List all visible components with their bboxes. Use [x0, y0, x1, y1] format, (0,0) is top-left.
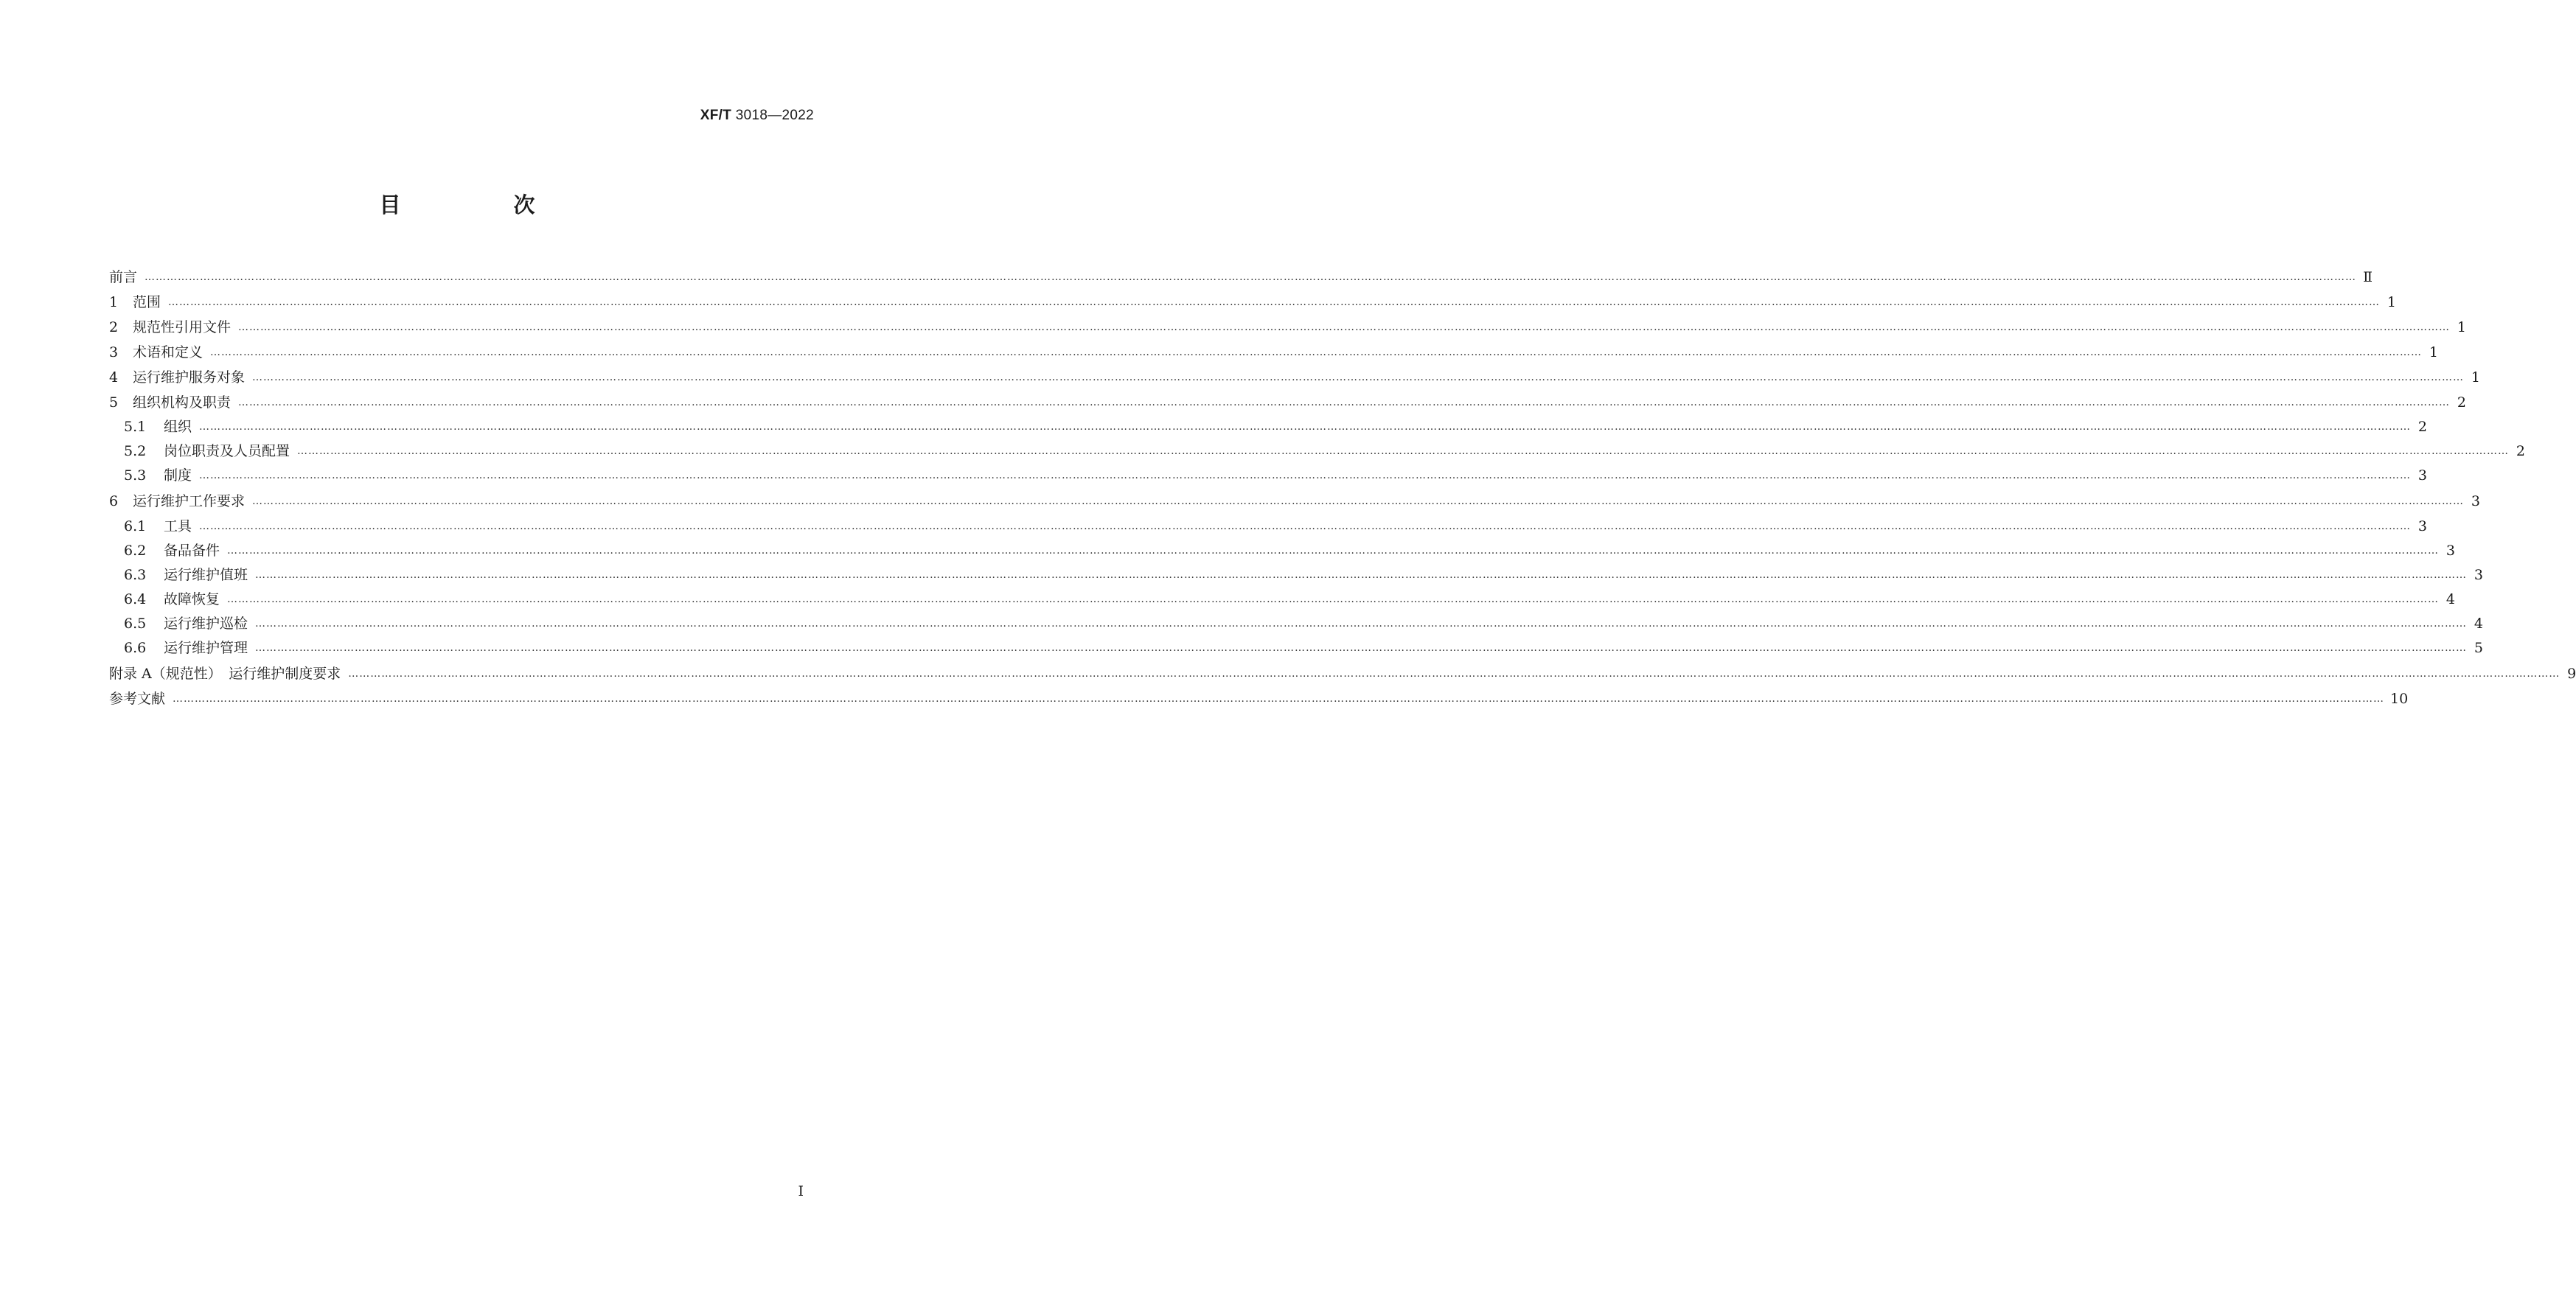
toc-leader-dots: …………………………………………………………………………………………………………………………………………………………………………………………………………………………………………………………………………………………………………………………………………………………………………………………………………………………………………………………………………………………………………………………………………………… [227, 593, 2440, 605]
toc-entry-page: 3 [2446, 543, 2456, 559]
toc-entry-page: 1 [2471, 369, 2481, 386]
toc-entry-label: 6 运行维护工作要求 [109, 493, 246, 509]
toc-leader-dots: …………………………………………………………………………………………………………………………………………………………………………………………………………………………………………………………………………………………………………………………………………………………………………………………………………………………………………………………………………………………………………………………………………………… [238, 321, 2451, 333]
toc-entry-bibliography[interactable] [109, 686, 2409, 708]
toc-leader-dots: …………………………………………………………………………………………………………………………………………………………………………………………………………………………………………………………………………………………………………………………………………………………………………………………………………………………………………………………………………………………………………………………………………………… [199, 470, 2412, 481]
standard-code-prefix: XF/T [700, 108, 732, 123]
toc-entry-label: 6.1 工具 [124, 518, 192, 534]
toc-entry-2[interactable] [109, 314, 2467, 336]
toc-entry-page: 3 [2417, 467, 2428, 484]
toc-entry-label: 6.2 备品备件 [124, 543, 220, 559]
toc-leader-dots: …………………………………………………………………………………………………………………………………………………………………………………………………………………………………………………………………………………………………………………………………………………………………………………………………………………………………………………………………………………………………………………………………………………… [252, 372, 2465, 383]
toc-entry-page: 3 [2417, 518, 2428, 534]
toc-entry-label: 4 运行维护服务对象 [109, 369, 246, 386]
toc-entry-page: 10 [2390, 691, 2409, 707]
toc-entry-label: 2 规范性引用文件 [109, 319, 232, 335]
toc-entry-page: Ⅱ [2363, 269, 2373, 285]
toc-entry-1[interactable] [109, 289, 2397, 311]
toc-entry-6-3[interactable] [124, 562, 2484, 584]
toc-leader-dots: …………………………………………………………………………………………………………………………………………………………………………………………………………………………………………………………………………………………………………………………………………………………………………………………………………………………………………………………………………………………………………………………………………………… [297, 445, 2510, 457]
toc-entry-label: 前言 [109, 269, 138, 285]
toc-entry-appendix-a[interactable] [109, 661, 2576, 683]
toc-entry-5-2[interactable] [124, 438, 2526, 460]
toc-leader-dots: …………………………………………………………………………………………………………………………………………………………………………………………………………………………………………………………………………………………………………………………………………………………………………………………………………………………………………………………………………………………………………………………………………………… [145, 271, 2357, 283]
toc-leader-dots: …………………………………………………………………………………………………………………………………………………………………………………………………………………………………………………………………………………………………………………………………………………………………………………………………………………………………………………………………………………………………………………………………………………… [227, 545, 2440, 557]
toc-entry-6-2[interactable] [124, 537, 2456, 560]
toc-leader-dots: …………………………………………………………………………………………………………………………………………………………………………………………………………………………………………………………………………………………………………………………………………………………………………………………………………………………………………………………………………………………………………………………………………………… [238, 397, 2451, 408]
toc-leader-dots: …………………………………………………………………………………………………………………………………………………………………………………………………………………………………………………………………………………………………………………………………………………………………………………………………………………………………………………………………………………………………………………………………………………… [348, 668, 2561, 680]
toc-entry-page: 1 [2387, 294, 2397, 310]
toc-entry-3[interactable] [109, 339, 2439, 361]
toc-leader-dots: …………………………………………………………………………………………………………………………………………………………………………………………………………………………………………………………………………………………………………………………………………………………………………………………………………………………………………………………………………………………………………………………………………………… [210, 346, 2423, 358]
toc-entry-5-1[interactable] [124, 414, 2428, 436]
toc-entry-6-5[interactable] [124, 610, 2484, 632]
toc-entry-label: 3 术语和定义 [109, 344, 203, 360]
toc-entry-label: 6.3 运行维护值班 [124, 567, 248, 583]
toc-entry-page: 4 [2446, 591, 2456, 607]
toc-leader-dots: …………………………………………………………………………………………………………………………………………………………………………………………………………………………………………………………………………………………………………………………………………………………………………………………………………………………………………………………………………………………………………………………………………………… [199, 520, 2412, 532]
toc-entry-page: 1 [2457, 319, 2467, 335]
toc-entry-page: 4 [2474, 616, 2484, 632]
toc-entry-6-1[interactable] [124, 513, 2428, 535]
toc-entry-page: 9 [2567, 666, 2576, 682]
standard-code-number: 3018—2022 [735, 108, 814, 123]
toc-entry-label: 5.1 组织 [124, 419, 192, 435]
toc-entry-page: 2 [2516, 443, 2526, 459]
toc-entry-4[interactable] [109, 364, 2481, 386]
toc-entry-label: 6.6 运行维护管理 [124, 640, 248, 656]
page-title: 目 次 [379, 192, 581, 217]
toc-entry-label: 5.3 制度 [124, 467, 192, 484]
toc-entry-label: 附录 A（规范性） 运行维护制度要求 [109, 666, 341, 682]
toc-leader-dots: …………………………………………………………………………………………………………………………………………………………………………………………………………………………………………………………………………………………………………………………………………………………………………………………………………………………………………………………………………………………………………………………………………………… [173, 693, 2385, 705]
toc-leader-dots: …………………………………………………………………………………………………………………………………………………………………………………………………………………………………………………………………………………………………………………………………………………………………………………………………………………………………………………………………………………………………………………………………………………… [255, 642, 2468, 654]
toc-leader-dots: …………………………………………………………………………………………………………………………………………………………………………………………………………………………………………………………………………………………………………………………………………………………………………………………………………………………………………………………………………………………………………………………………………………… [199, 421, 2412, 433]
standard-code [700, 108, 814, 124]
toc-entry-page: 2 [2457, 394, 2467, 411]
page-number: I [798, 1183, 804, 1199]
toc-entry-6-6[interactable] [124, 635, 2484, 657]
toc-entry-5-3[interactable] [124, 462, 2428, 484]
toc-entry-6-4[interactable] [124, 586, 2456, 608]
toc-entry-label: 5.2 岗位职责及人员配置 [124, 443, 290, 459]
toc-entry-5[interactable] [109, 389, 2467, 411]
toc-entry-page: 3 [2474, 567, 2484, 583]
toc-entry-label: 1 范围 [109, 294, 161, 310]
toc-entry-label: 6.5 运行维护巡检 [124, 616, 248, 632]
toc-entry-foreword[interactable] [109, 264, 2373, 286]
toc-entry-label: 6.4 故障恢复 [124, 591, 220, 607]
toc-entry-label: 参考文献 [109, 691, 166, 707]
toc-leader-dots: …………………………………………………………………………………………………………………………………………………………………………………………………………………………………………………………………………………………………………………………………………………………………………………………………………………………………………………………………………………………………………………………………………………… [252, 495, 2465, 507]
toc-entry-page: 2 [2417, 419, 2428, 435]
toc-leader-dots: …………………………………………………………………………………………………………………………………………………………………………………………………………………………………………………………………………………………………………………………………………………………………………………………………………………………………………………………………………………………………………………………………………………… [255, 569, 2468, 581]
toc-entry-page: 3 [2471, 493, 2481, 509]
toc-entry-label: 5 组织机构及职责 [109, 394, 232, 411]
toc-leader-dots: …………………………………………………………………………………………………………………………………………………………………………………………………………………………………………………………………………………………………………………………………………………………………………………………………………………………………………………………………………………………………………………………………………………… [168, 296, 2381, 308]
toc-entry-6[interactable] [109, 488, 2481, 510]
toc-entry-page: 5 [2474, 640, 2484, 656]
toc-leader-dots: …………………………………………………………………………………………………………………………………………………………………………………………………………………………………………………………………………………………………………………………………………………………………………………………………………………………………………………………………………………………………………………………………………………… [255, 618, 2468, 630]
toc-entry-page: 1 [2429, 344, 2439, 360]
